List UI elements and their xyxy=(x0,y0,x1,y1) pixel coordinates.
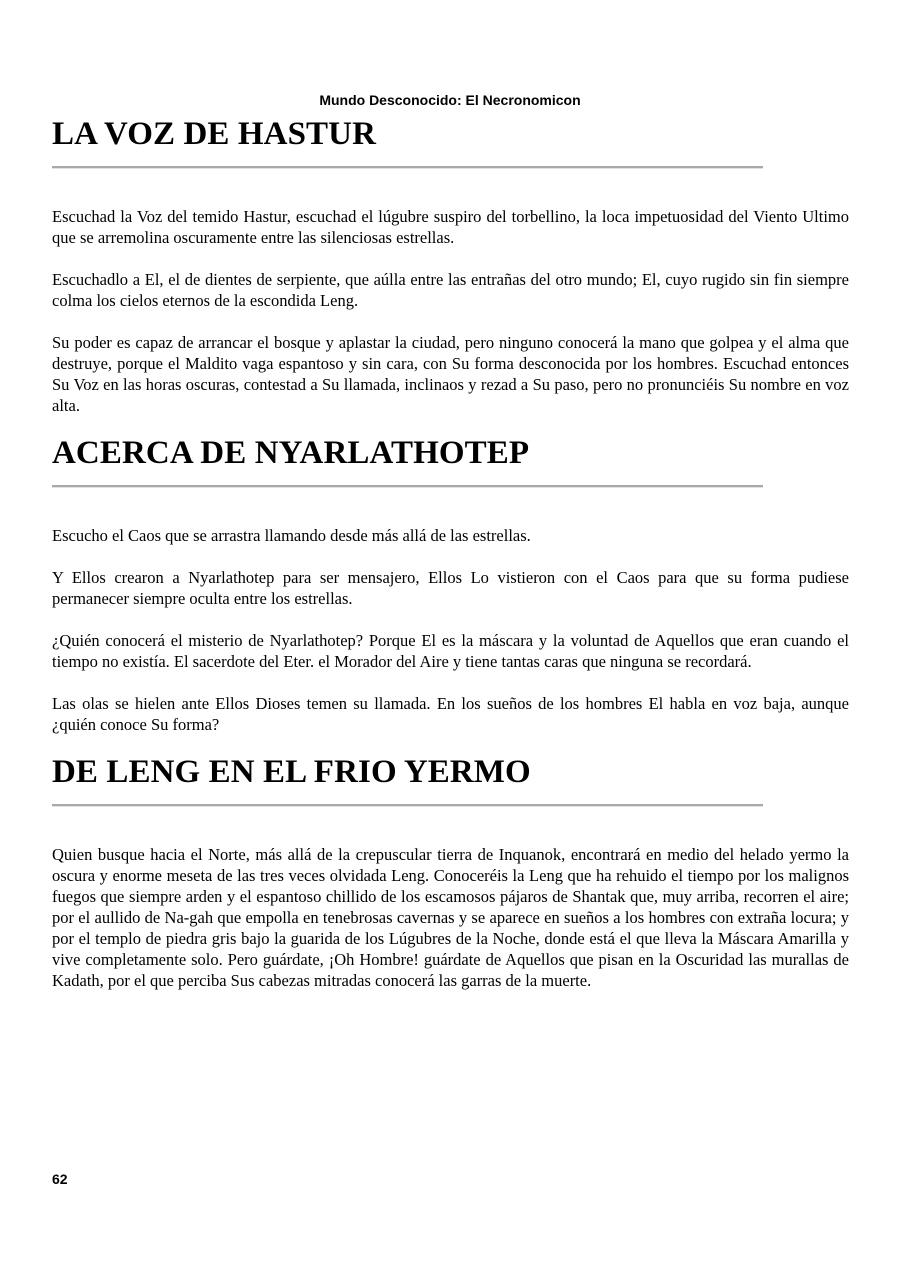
paragraph: ¿Quién conocerá el misterio de Nyarlathotep? Porque El es la máscara y la voluntad de Aquellos que eran cuando el tiempo no existía. El sacerdote del Eter. el Morador del Aire y tiene tantas caras que ninguna se recordará. xyxy=(52,631,849,671)
page-number: 62 xyxy=(52,1171,68,1187)
section-title: ACERCA DE NYARLATHOTEP xyxy=(52,435,530,471)
paragraph: Escuchadlo a El, el de dientes de serpiente, que aúlla entre las entrañas del otro mundo; El, cuyo rugido sin fin siempre colma los cielos eternos de la escondida Leng. xyxy=(52,270,849,310)
section-divider xyxy=(52,485,763,488)
paragraph: Escucho el Caos que se arrastra llamando desde más allá de las estrellas. xyxy=(52,526,531,545)
paragraph: Las olas se hielen ante Ellos Dioses temen su llamada. En los sueños de los hombres El habla en voz baja, aunque ¿quién conoce Su forma? xyxy=(52,694,849,734)
section-title: LA VOZ DE HASTUR xyxy=(52,116,376,152)
paragraph: Su poder es capaz de arrancar el bosque y aplastar la ciudad, pero ninguno conocerá la mano que golpea y el alma que destruye, porque el Maldito vaga espantoso y sin cara, con Su forma desconocida por los hombres. Escuchad entonces Su Voz en las horas oscuras, contestad a Su llamada, inclinaos y rezad a Su paso, pero no pronunciéis Su nombre en voz alta. xyxy=(52,333,849,415)
section-acerca-de-nyarlathotep xyxy=(52,433,849,735)
section-title: DE LENG EN EL FRIO YERMO xyxy=(52,754,531,790)
running-header: Mundo Desconocido: El Necronomicon xyxy=(319,92,581,108)
section-de-leng-en-el-frio-yermo xyxy=(52,752,849,991)
paragraph: Y Ellos crearon a Nyarlathotep para ser mensajero, Ellos Lo vistieron con el Caos para que su forma pudiese permanecer siempre oculta entre los estrellas. xyxy=(52,568,849,608)
page-content xyxy=(52,114,849,991)
section-divider xyxy=(52,804,763,807)
paragraph: Escuchad la Voz del temido Hastur, escuchad el lúgubre suspiro del torbellino, la loca impetuosidad del Viento Ultimo que se arremolina oscuramente entre las silenciosas estrellas. xyxy=(52,207,849,247)
section-la-voz-de-hastur xyxy=(52,114,849,416)
section-divider xyxy=(52,166,763,169)
paragraph: Quien busque hacia el Norte, más allá de la crepuscular tierra de Inquanok, encontrará en medio del helado yermo la oscura y enorme meseta de las tres veces olvidada Leng. Conoceréis la Leng que ha rehuido el tiempo por los malignos fuegos que siempre arden y el espantoso chillido de los escamosos pájaros de Shantak que, muy arriba, recorren el aire; por el aullido de Na-gah que empolla en tenebrosas cavernas y se aparece en sueños a los hombres con extraña locura; y por el templo de piedra gris bajo la guarida de los Lúgubres de la Noche, donde está el que lleva la Máscara Amarilla y vive completamente solo. Pero guárdate, ¡Oh Hombre! guárdate de Aquellos que pisan en la Oscuridad las murallas de Kadath, por el que perciba Sus cabezas mitradas conocerá las garras de la muerte. xyxy=(52,845,849,990)
